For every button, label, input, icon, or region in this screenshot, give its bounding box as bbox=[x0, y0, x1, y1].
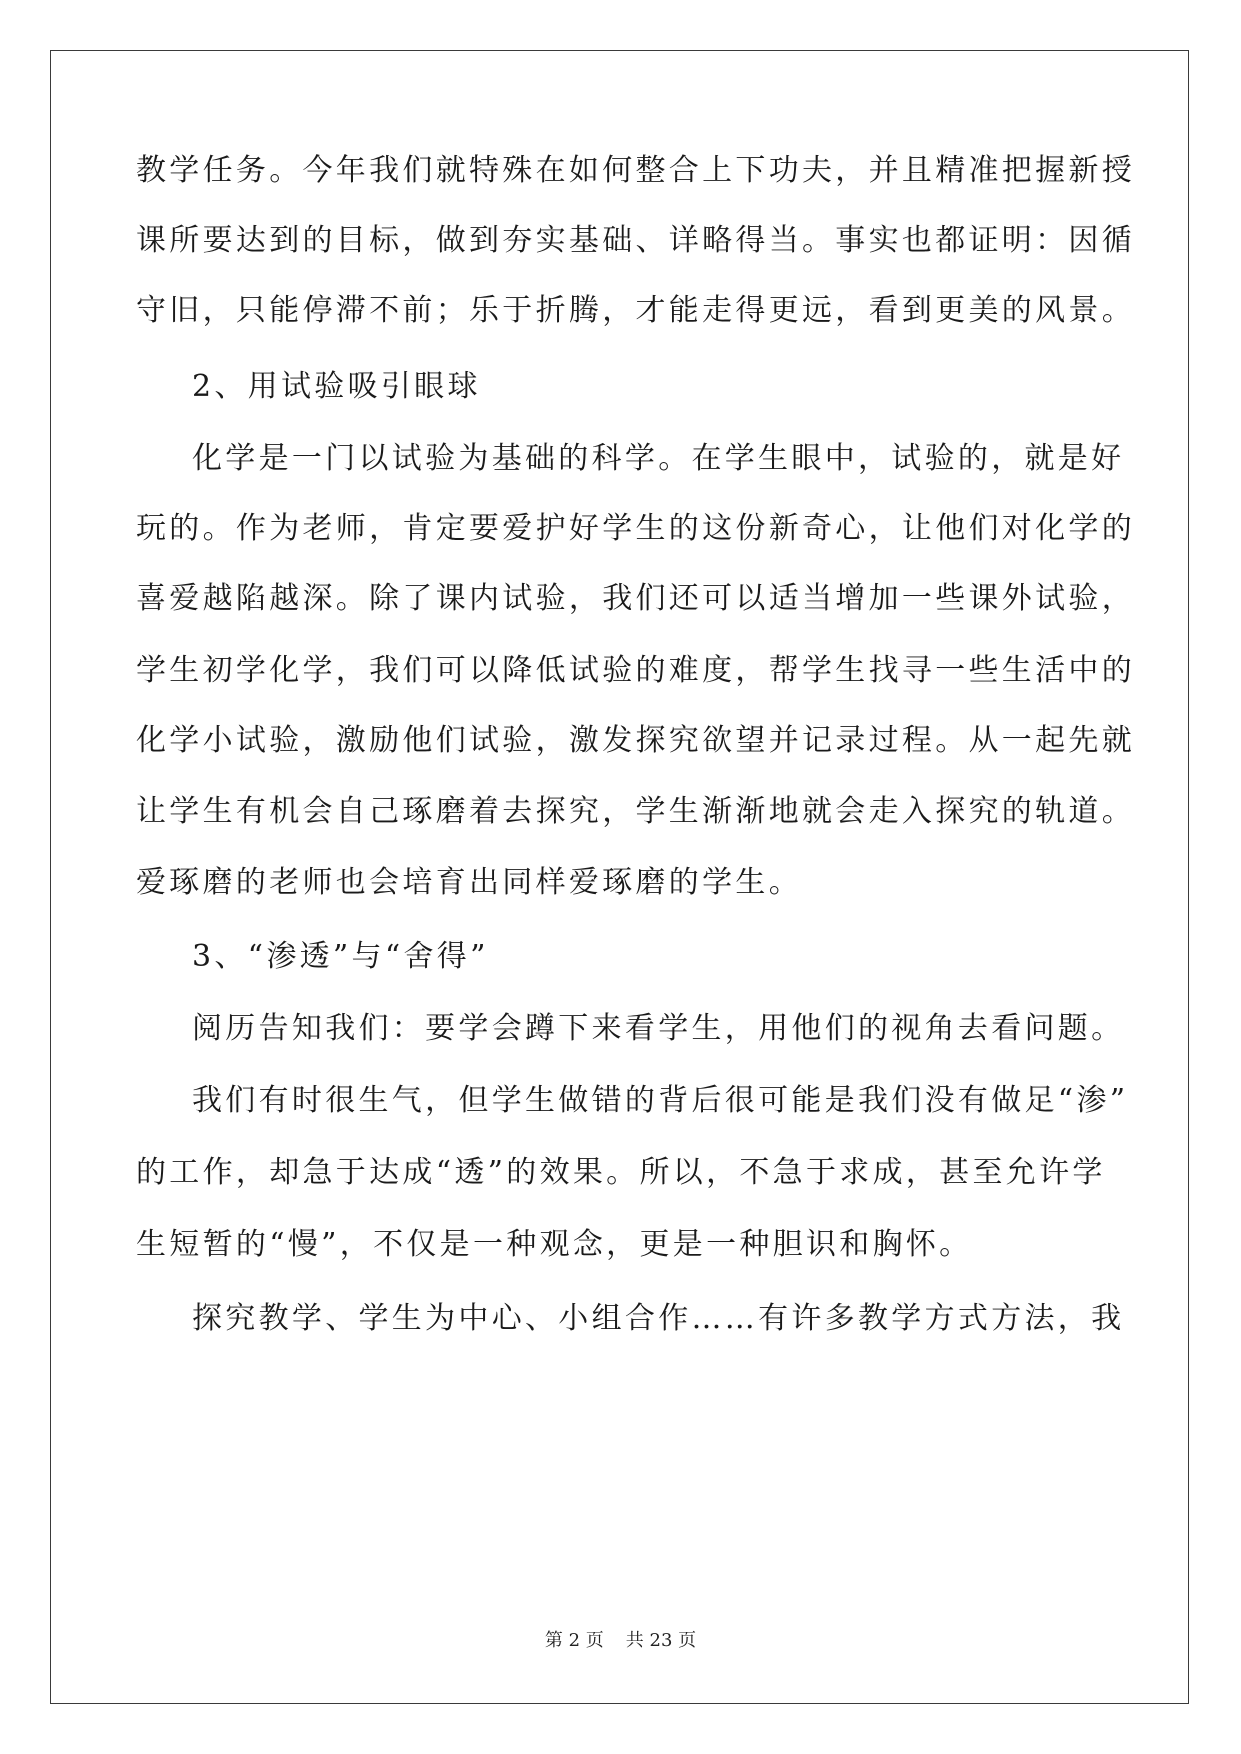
paragraph-line: 学生初学化学，我们可以降低试验的难度，帮学生找寻一些生活中的 bbox=[136, 653, 1135, 688]
paragraph-first-line: 化学是一门以试验为基础的科学。在学生眼中，试验的，就是好 bbox=[192, 441, 1125, 476]
paragraph-line: 喜爱越陷越深。除了课内试验，我们还可以适当增加一些课外试验， bbox=[136, 581, 1135, 616]
page-footer bbox=[0, 1626, 1241, 1652]
paragraph-first-line: 我们有时很生气，但学生做错的背后很可能是我们没有做足“渗” bbox=[192, 1083, 1129, 1118]
paragraph-first-line: 2、用试验吸引眼球 bbox=[192, 369, 481, 404]
paragraph-line: 玩的。作为老师，肯定要爱护好学生的这份新奇心，让他们对化学的 bbox=[136, 511, 1135, 546]
paragraph-line: 化学小试验，激励他们试验，激发探究欲望并记录过程。从一起先就 bbox=[136, 723, 1135, 758]
paragraph-line: 生短暂的“慢”，不仅是一种观念，更是一种胆识和胸怀。 bbox=[136, 1227, 973, 1262]
paragraph-first-line: 探究教学、学生为中心、小组合作……有许多教学方式方法，我 bbox=[192, 1301, 1125, 1336]
paragraph-line: 爱琢磨的老师也会培育出同样爱琢磨的学生。 bbox=[136, 865, 802, 900]
page-total: 共 23 页 bbox=[625, 1630, 697, 1651]
paragraph-line: 教学任务。今年我们就特殊在如何整合上下功夫，并且精准把握新授 bbox=[136, 153, 1135, 188]
paragraph-line: 让学生有机会自己琢磨着去探究，学生渐渐地就会走入探究的轨道。 bbox=[136, 794, 1135, 829]
paragraph-first-line: 3、“渗透”与“舍得” bbox=[192, 939, 489, 974]
page-number: 第 2 页 bbox=[544, 1630, 604, 1651]
paragraph-first-line: 阅历告知我们：要学会蹲下来看学生，用他们的视角去看问题。 bbox=[192, 1011, 1125, 1046]
paragraph-line: 守旧，只能停滞不前；乐于折腾，才能走得更远，看到更美的风景。 bbox=[136, 293, 1135, 328]
paragraph-line: 的工作，却急于达成“透”的效果。所以，不急于求成，甚至允许学 bbox=[136, 1155, 1106, 1190]
paragraph-line: 课所要达到的目标，做到夯实基础、详略得当。事实也都证明：因循 bbox=[136, 223, 1135, 258]
